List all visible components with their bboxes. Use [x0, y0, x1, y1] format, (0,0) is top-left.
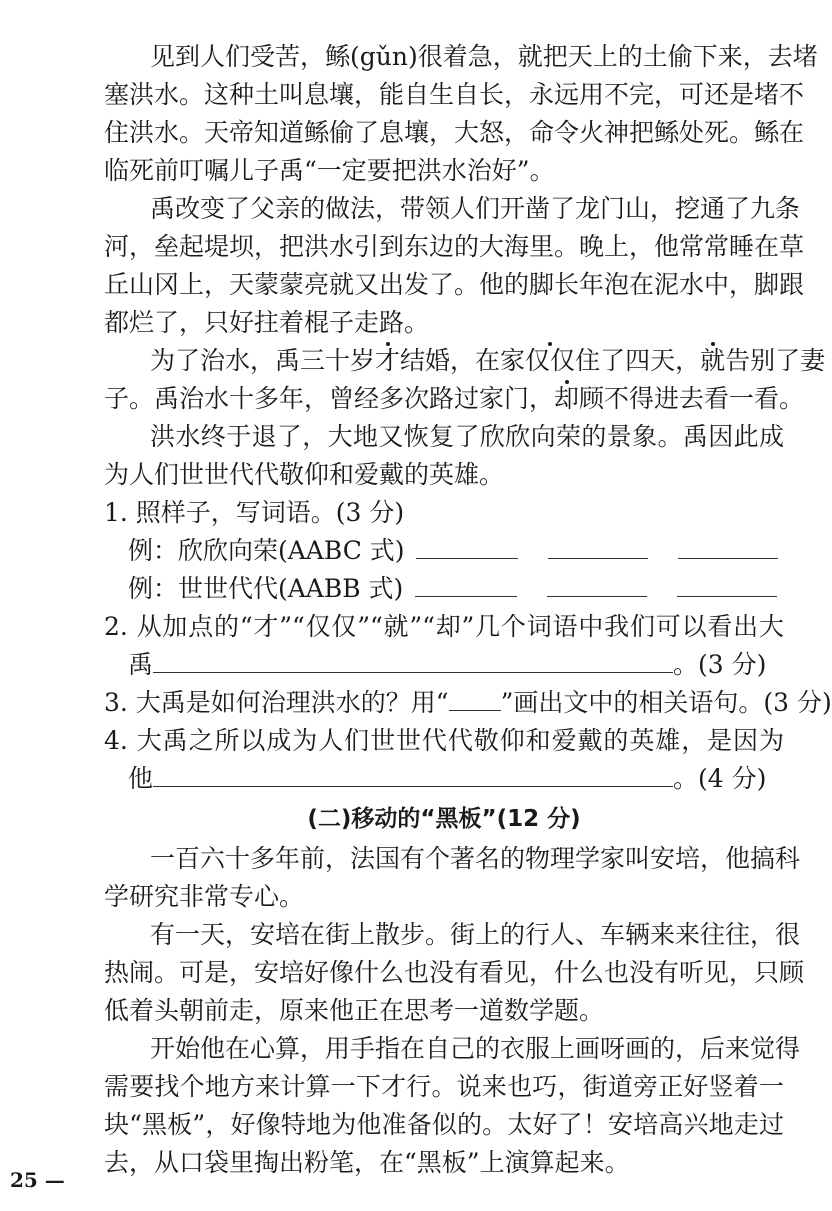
question-4-answer-line: 他 。(4 分)	[128, 764, 767, 793]
story1-line-dotted: 为了治水，禹三十岁才结婚，在家仅仅住了四天，就告别了妻	[150, 346, 826, 375]
dotted-word: 就	[700, 346, 726, 375]
story2-line: 低着头朝前走，原来他正在思考一道数学题。	[104, 996, 605, 1025]
answer-blank[interactable]	[153, 650, 673, 673]
story2-line: 学研究非常专心。	[104, 882, 305, 911]
dotted-word: 才	[375, 346, 401, 375]
story1-line: 住洪水。天帝知道鲧偷了息壤，大怒，命令火神把鲧处死。鲧在	[104, 118, 805, 147]
answer-blank[interactable]	[416, 536, 518, 559]
question-1: 1. 照样子，写词语。(3 分)	[104, 498, 405, 527]
answer-blank[interactable]	[153, 764, 673, 787]
story1-line: 塞洪水。这种土叫息壤，能自生自长，永远用不完，可还是堵不	[104, 80, 805, 109]
story1-line: 都烂了，只好拄着棍子走路。	[104, 308, 430, 337]
answer-blank[interactable]	[548, 536, 648, 559]
story1-line: 丘山冈上，天蒙蒙亮就又出发了。他的脚长年泡在泥水中，脚跟	[104, 270, 805, 299]
story2-line: 需要找个地方来计算一下才行。说来也巧，街道旁正好竖着一	[104, 1072, 784, 1101]
story2-line: 热闹。可是，安培好像什么也没有看见，什么也没有听见，只顾	[104, 958, 805, 987]
question-1-example-1: 例：欣欣向荣(AABC 式)	[128, 534, 784, 568]
story1-line-dotted: 子。禹治水十多年，曾经多次路过家门，却顾不得进去看一看。	[104, 384, 805, 413]
section-2-title: (二)移动的“黑板”(12 分)	[307, 806, 581, 832]
story2-line: 块“黑板”，好像特地为他准备似的。太好了！安培高兴地走过	[104, 1110, 784, 1139]
story1-line: 禹改变了父亲的做法，带领人们开凿了龙门山，挖通了九条	[150, 194, 801, 223]
question-2-answer-line: 禹 。(3 分)	[128, 650, 767, 679]
question-1-example-2: 例：世世代代(AABB 式)	[128, 572, 784, 606]
story2-line: 去，从口袋里掏出粉笔，在“黑板”上演算起来。	[104, 1148, 630, 1177]
story2-line: 开始他在心算，用手指在自己的衣服上画呀画的，后来觉得	[150, 1034, 801, 1063]
story1-line: 临死前叮嘱儿子禹“一定要把洪水治好”。	[104, 156, 555, 185]
dotted-word: 却	[554, 384, 580, 413]
story2-line: 有一天，安培在街上散步。街上的行人、车辆来来往往，很	[150, 920, 801, 949]
page-number: 25 —	[10, 1168, 65, 1192]
question-4: 4. 大禹之所以成为人们世世代代敬仰和爱戴的英雄，是因为	[104, 726, 784, 755]
answer-blank[interactable]	[678, 536, 778, 559]
story1-line: 洪水终于退了，大地又恢复了欣欣向荣的景象。禹因此成	[150, 422, 784, 451]
story1-line: 见到人们受苦，鲧(gǔn)很着急，就把天上的土偷下来，去堵	[150, 42, 818, 71]
dotted-word: 仅仅	[525, 346, 576, 375]
story2-line: 一百六十多年前，法国有个著名的物理学家叫安培，他搞科	[150, 844, 801, 873]
underline-mark	[449, 690, 501, 711]
question-3: 3. 大禹是如何治理洪水的？用“ ”画出文中的相关语句。(3 分)	[104, 688, 832, 717]
question-2: 2. 从加点的“才”“仅仅”“就”“却”几个词语中我们可以看出大	[104, 612, 784, 641]
answer-blank[interactable]	[415, 574, 517, 597]
story1-line: 为人们世世代代敬仰和爱戴的英雄。	[104, 460, 505, 489]
answer-blank[interactable]	[677, 574, 777, 597]
story1-line: 河，垒起堤坝，把洪水引到东边的大海里。晚上，他常常睡在草	[104, 232, 805, 261]
answer-blank[interactable]	[547, 574, 647, 597]
